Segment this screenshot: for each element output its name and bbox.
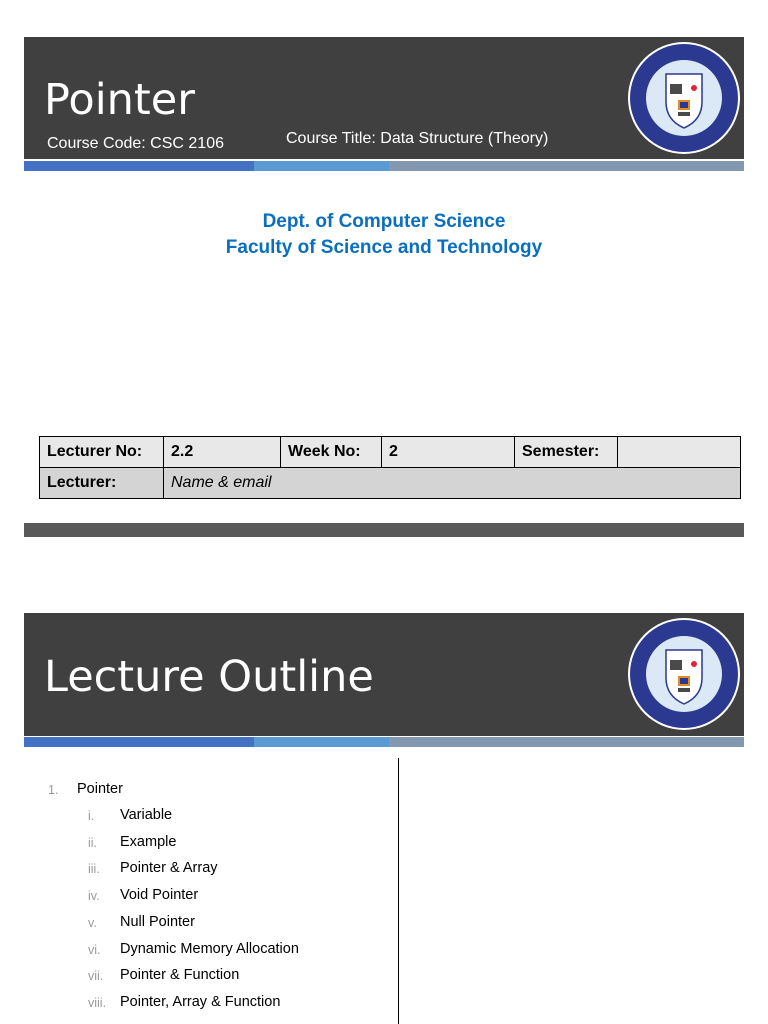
- week-no-label: Week No:: [281, 437, 382, 468]
- lecturer-no-value: 2.2: [164, 437, 281, 468]
- semester-value: [618, 437, 741, 468]
- outline-title: Lecture Outline: [44, 652, 374, 702]
- course-code: Course Code: CSC 2106: [47, 135, 224, 152]
- lecture-info-table: [39, 436, 741, 499]
- slide-divider: [24, 523, 744, 537]
- outline-number: iii.: [88, 862, 100, 876]
- outline-number: v.: [88, 916, 97, 930]
- column-divider: [398, 758, 399, 1024]
- university-logo-icon: [626, 40, 742, 156]
- slide-title: Pointer: [44, 75, 195, 125]
- faculty-name: Faculty of Science and Technology: [225, 237, 543, 258]
- accent-stripe: [24, 737, 744, 747]
- outline-number: i.: [88, 809, 95, 823]
- outline-banner: [24, 613, 744, 736]
- title-banner: [24, 37, 744, 159]
- list-item: Dynamic Memory Allocation: [120, 941, 299, 957]
- outline-number: viii.: [88, 996, 107, 1010]
- list-item: Example: [120, 834, 177, 850]
- outline-number: vii.: [88, 969, 104, 983]
- list-item: Pointer & Array: [120, 860, 218, 876]
- university-logo-icon: [626, 616, 742, 732]
- list-item: Pointer, Array & Function: [120, 994, 281, 1010]
- lecturer-value: Name & email: [164, 468, 741, 499]
- table-row: [40, 468, 741, 499]
- table-row: [40, 437, 741, 468]
- list-item: Pointer & Function: [120, 967, 240, 983]
- outline-number: iv.: [88, 889, 100, 903]
- list-item: Void Pointer: [120, 887, 199, 903]
- outline-number: 1.: [48, 783, 59, 797]
- accent-stripe: [24, 161, 744, 171]
- week-no-value: 2: [382, 437, 515, 468]
- department-name: Dept. of Computer Science: [262, 211, 506, 232]
- semester-label: Semester:: [515, 437, 618, 468]
- list-item: Null Pointer: [120, 914, 195, 930]
- lecturer-label: Lecturer:: [40, 468, 164, 499]
- list-item: Variable: [120, 807, 173, 823]
- lecturer-no-label: Lecturer No:: [40, 437, 164, 468]
- course-title: Course Title: Data Structure (Theory): [286, 130, 549, 147]
- list-item: Pointer: [77, 781, 123, 797]
- outline-number: ii.: [88, 836, 98, 850]
- outline-number: vi.: [88, 943, 101, 957]
